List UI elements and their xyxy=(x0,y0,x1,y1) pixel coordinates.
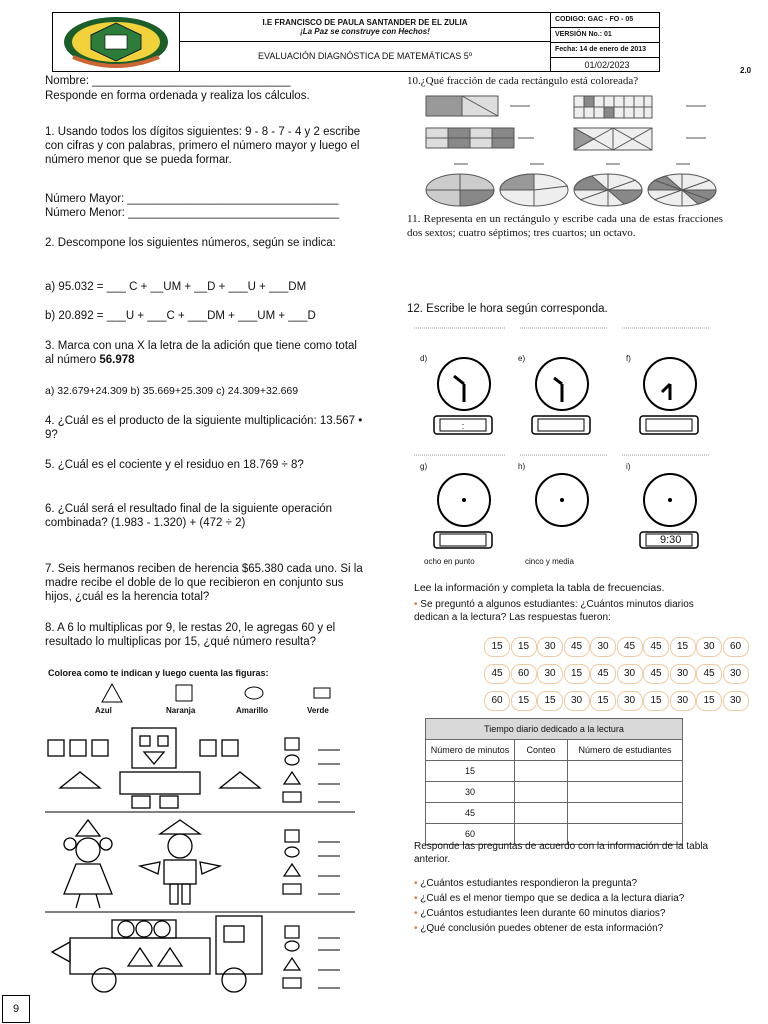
question-2a: a) 95.032 = ___ C + __UM + __D + ___U + ___DM xyxy=(45,281,307,293)
response-value: 30 xyxy=(670,664,696,684)
school-name: I.E FRANCISCO DE PAULA SANTANDER DE EL ZULIA xyxy=(262,18,468,27)
nombre-line: Nombre: _______________________________ xyxy=(45,75,291,87)
question-2b: b) 20.892 = ___U + ___C + ___DM + ___UM + ___D xyxy=(45,310,316,322)
corner-mark: 2.0 xyxy=(740,66,752,75)
question-3-options: a) 32.679+24.309 b) 35.669+25.309 c) 24.309+32.669 xyxy=(45,385,299,397)
freq-title: Lee la información y completa la tabla de frecuencias. xyxy=(414,582,665,594)
fecha: Fecha: 14 de enero de 2013 xyxy=(551,43,659,58)
exam-title: EVALUACIÓN DIAGNÓSTICA DE MATEMÁTICAS 5º xyxy=(258,51,472,61)
cell-students[interactable] xyxy=(568,761,683,782)
clock-label: h) xyxy=(518,462,526,471)
col-students: Número de estudiantes xyxy=(568,740,683,761)
school-motto: ¡La Paz se construye con Hechos! xyxy=(300,27,430,36)
question-3 xyxy=(45,339,365,367)
cell-minutes: 60 xyxy=(426,824,515,845)
response-value: 60 xyxy=(723,637,749,657)
question-11: 11. Representa en un rectángulo y escribe cada una de estas fracciones dos sextos; cuatro séptimos; tres cuartos; un octavo. xyxy=(407,213,723,239)
cell-students[interactable] xyxy=(568,803,683,824)
response-value: 30 xyxy=(537,637,563,657)
response-value: 45 xyxy=(484,664,510,684)
question-2: 2. Descompone los siguientes números, según se indica: xyxy=(45,237,336,249)
response-value: 45 xyxy=(696,664,722,684)
fraction-figures xyxy=(420,90,720,210)
page-number: 9 xyxy=(2,995,30,1023)
clock-label: d) xyxy=(420,354,428,363)
clock-label: e) xyxy=(518,354,526,363)
clock-answer-lines-mid xyxy=(410,452,720,458)
color-activity-title: Colorea como te indican y luego cuenta las figuras: xyxy=(48,668,269,678)
question-5: 5. ¿Cuál es el cociente y el residuo en 18.769 ÷ 8? xyxy=(45,459,304,471)
cell-conteo[interactable] xyxy=(515,782,568,803)
clock-h xyxy=(518,462,608,557)
response-value: 15 xyxy=(564,664,590,684)
cell-conteo[interactable] xyxy=(515,803,568,824)
response-value: 30 xyxy=(670,691,696,711)
shapes-figure xyxy=(40,680,360,1000)
question-3-text: 3. Marca con una X la letra de la adición que tiene como total al número xyxy=(45,340,357,366)
clock-f xyxy=(626,354,716,449)
table-title: Tiempo diario dedicado a la lectura xyxy=(426,719,683,740)
response-value: 15 xyxy=(511,691,537,711)
question-3-number: 56.978 xyxy=(99,354,135,366)
freq-question-text: Se preguntó a algunos estudiantes: ¿Cuántos minutos diarios dedican a la lectura? Las respuestas fueron: xyxy=(414,599,694,623)
label-ocho: ocho en punto xyxy=(424,557,475,566)
response-value: 45 xyxy=(643,664,669,684)
list-item: • ¿Cuántos estudiantes respondieron la pregunta? xyxy=(414,878,638,889)
response-value: 30 xyxy=(564,691,590,711)
response-value: 30 xyxy=(590,637,616,657)
response-value: 45 xyxy=(643,637,669,657)
question-7: 7. Seis hermanos reciben de herencia $65.380 cada uno. Si la madre recibe el doble de lo que recibieron en conjunto sus hijos, ¿cuál es la herencia total? xyxy=(45,563,363,603)
response-value: 30 xyxy=(723,691,749,711)
response-value: 30 xyxy=(617,691,643,711)
response-value: 15 xyxy=(670,637,696,657)
response-value: 45 xyxy=(617,637,643,657)
digital-time: 9:30 xyxy=(660,534,682,546)
response-value: 15 xyxy=(484,637,510,657)
legend-verde: Verde xyxy=(307,706,329,715)
list-item: • ¿Cuántos estudiantes leen durante 60 minutos diarios? xyxy=(414,908,666,919)
date: 01/02/2023 xyxy=(584,60,630,70)
col-minutes: Número de minutos xyxy=(426,740,515,761)
response-value: 15 xyxy=(643,691,669,711)
table-row xyxy=(426,803,683,824)
question-8: 8. A 6 lo multiplicas por 9, le restas 20, le agregas 60 y el resultado lo multiplicas por 15, ¿qué número resulta? xyxy=(45,622,336,648)
cell-conteo[interactable] xyxy=(515,761,568,782)
cell-minutes: 45 xyxy=(426,803,515,824)
clock-label: i) xyxy=(626,462,631,471)
question-4: 4. ¿Cuál es el producto de la siguiente multiplicación: 13.567 • 9? xyxy=(45,415,363,441)
table-row xyxy=(426,782,683,803)
response-questions xyxy=(414,876,724,936)
freq-question: • Se preguntó a algunos estudiantes: ¿Cuántos minutos diarios dedican a la lectura? Las respuestas fueron: xyxy=(414,599,694,623)
version: VERSIÓN No.: 01 xyxy=(551,28,659,43)
label-cinco: cinco y media xyxy=(525,557,574,566)
response-value: 15 xyxy=(537,691,563,711)
response-value: 45 xyxy=(564,637,590,657)
response-value: 15 xyxy=(511,637,537,657)
response-value: 30 xyxy=(617,664,643,684)
clock-label: f) xyxy=(626,354,631,363)
document-header xyxy=(52,12,660,72)
clock-colon: : xyxy=(461,421,465,431)
legend-azul: Azul xyxy=(95,706,112,715)
question-10: 10.¿Qué fracción de cada rectángulo está coloreada? xyxy=(407,75,639,87)
instructions: Responde en forma ordenada y realiza los cálculos. xyxy=(45,90,310,102)
clock-e xyxy=(518,354,608,449)
legend-naranja: Naranja xyxy=(166,706,196,715)
question-12: 12. Escribe le hora según corresponda. xyxy=(407,303,608,315)
response-value: 30 xyxy=(696,637,722,657)
cell-students[interactable] xyxy=(568,782,683,803)
school-logo xyxy=(53,13,180,71)
list-item: • ¿Qué conclusión puedes obtener de esta información? xyxy=(414,923,664,934)
cell-minutes: 30 xyxy=(426,782,515,803)
question-1: 1. Usando todos los dígitos siguientes: 9 - 8 - 7 - 4 y 2 escribe con cifras y con palabras, primero el número mayor y luego el número menor que se pueda formar. xyxy=(45,126,361,166)
response-value: 15 xyxy=(696,691,722,711)
response-value: 60 xyxy=(484,691,510,711)
list-item: • ¿Cuál es el menor tiempo que se dedica a la lectura diaria? xyxy=(414,893,685,904)
response-value: 30 xyxy=(723,664,749,684)
clock-answer-lines-top xyxy=(410,325,720,331)
clock-i xyxy=(626,462,716,557)
responses-title: Responde las preguntas de acuerdo con la información de la tabla anterior. xyxy=(414,841,709,865)
clock-label: g) xyxy=(420,462,428,471)
numero-menor: Número Menor: _________________________________ xyxy=(45,207,340,219)
response-value: 60 xyxy=(511,664,537,684)
col-conteo: Conteo xyxy=(515,740,568,761)
legend-amarillo: Amarillo xyxy=(236,706,269,715)
clock-d xyxy=(420,354,510,449)
question-6: 6. ¿Cuál será el resultado final de la siguiente operación combinada? (1.983 - 1.320) + (472 ÷ 2) xyxy=(45,503,333,529)
response-value: 30 xyxy=(537,664,563,684)
numero-mayor: Número Mayor: _________________________________ xyxy=(45,193,339,205)
cell-minutes: 15 xyxy=(426,761,515,782)
codigo: CODIGO: GAC - FO - 05 xyxy=(551,13,659,28)
frequency-table xyxy=(425,718,683,845)
response-value: 45 xyxy=(590,664,616,684)
response-value: 15 xyxy=(590,691,616,711)
clock-g xyxy=(420,462,510,557)
table-row xyxy=(426,761,683,782)
